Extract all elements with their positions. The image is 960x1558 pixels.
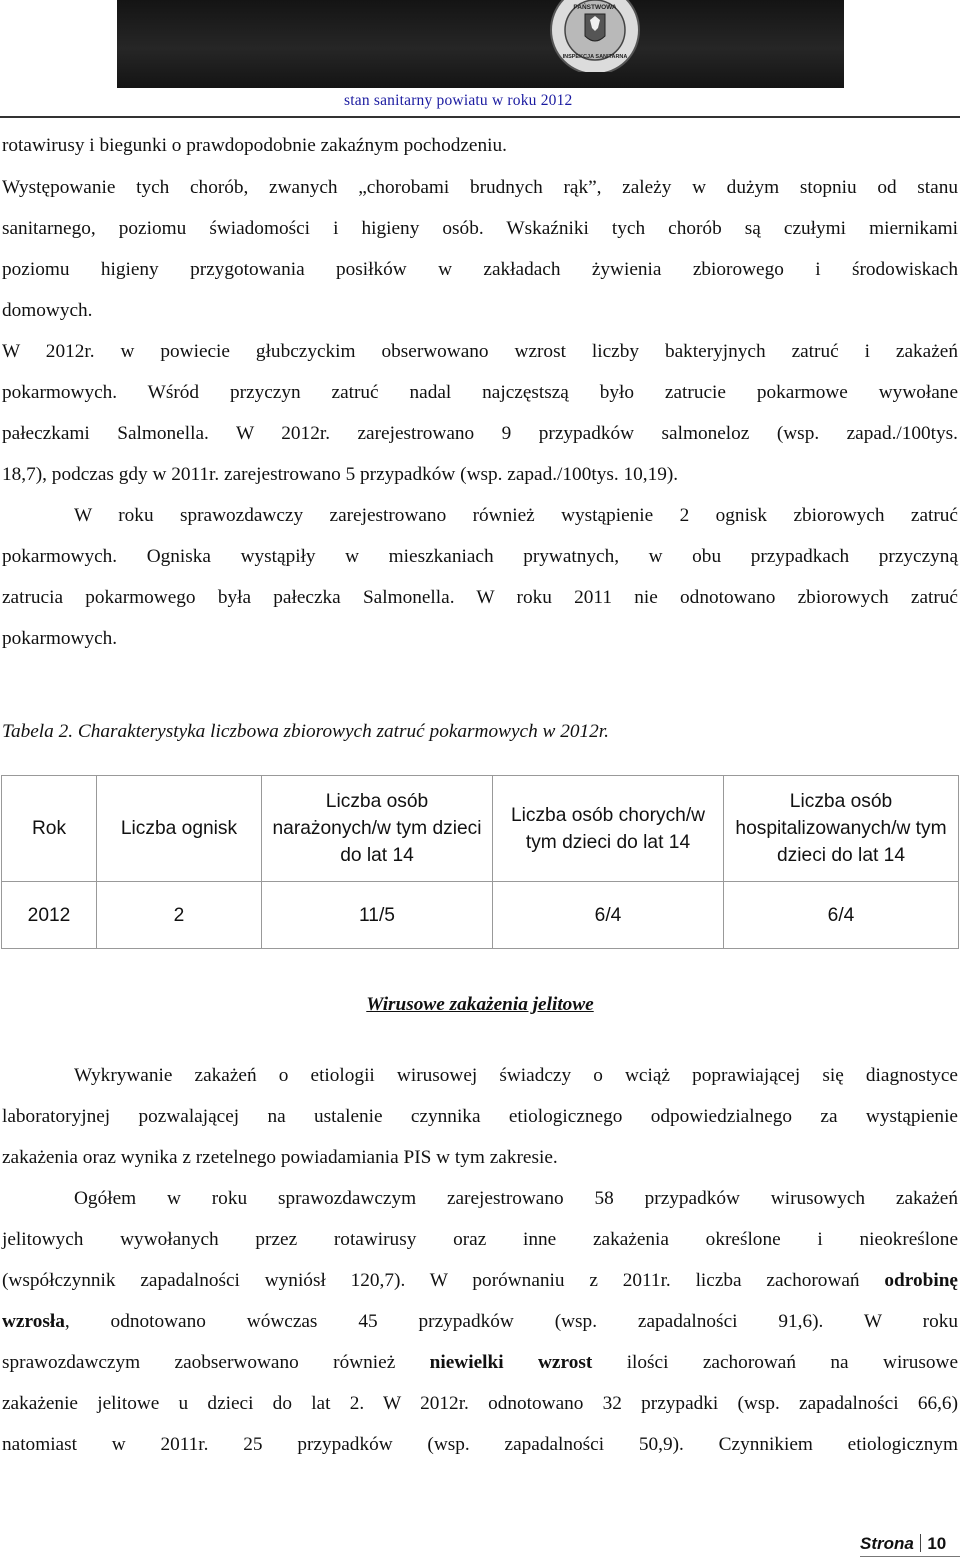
text-line: laboratoryjnej pozwalającej na ustalenie czynnika etiologicznego odpowiedzialnego za wystąpienie [2,1106,958,1127]
data-table [1,775,959,949]
table-row [2,882,959,949]
text-span: sprawozdawczym zaobserwowano również [2,1352,396,1373]
text-line: Ogółem w roku sprawozdawczym zarejestrowano 58 przypadków wirusowych zakażeń [74,1188,958,1209]
text-line: jelitowych wywołanych przez rotawirusy oraz inne zakażenia określone i nieokreślone [2,1229,958,1250]
text-line: rotawirusy i biegunki o prawdopodobnie zakaźnym pochodzeniu. [2,135,507,156]
text-line [2,1269,958,1293]
footer-rule [860,1556,960,1557]
text-line: pokarmowych. [2,628,118,649]
text-span: ilości zachorowań na wirusowe [626,1352,958,1373]
page-number: 10 [927,1534,947,1553]
text-line: natomiast w 2011r. 25 przypadków (wsp. zapadalności 50,9). Czynnikiem etiologicznym [2,1434,958,1455]
page-label: Strona [860,1534,914,1553]
text-line [2,1310,958,1334]
text-line: Występowanie tych chorób, zwanych „chorobami brudnych rąk”, zależy w dużym stopniu od stanu [2,177,958,198]
text-line: zakażenia oraz wynika z rzetelnego powiadamiania PIS w tym zakresie. [2,1147,558,1168]
text-line: pałeczkami Salmonella. W 2012r. zarejestrowano 9 przypadków salmoneloz (wsp. zapad./100tys. [2,423,958,444]
bold-phrase: odrobinę [884,1270,958,1291]
table-header-row [2,776,959,882]
text-line: Wykrywanie zakażeń o etiologii wirusowej świadczy o wciąż poprawiającej się diagnostyce [74,1065,958,1086]
header-banner [117,0,844,88]
table-cell: 6/4 [493,882,724,949]
text-line: domowych. [2,300,93,321]
logo-top-text: PAŃSTWOWA [573,4,617,11]
text-line: W 2012r. w powiecie głubczyckim obserwowano wzrost liczby bakteryjnych zatruć i zakażeń [2,341,958,362]
table-header-cell: Rok [2,776,97,882]
text-line [2,1351,958,1375]
text-span: (współczynnik zapadalności wyniósł 120,7). W porównaniu z 2011r. liczba zachorowań [2,1270,860,1291]
table-header-cell: Liczba osób narażonych/w tym dzieci do lat 14 [262,776,493,882]
text-span: , odnotowano wówczas 45 przypadków (wsp. zapadalności 91,6). W roku [64,1311,958,1332]
table-header-cell: Liczba osób chorych/w tym dzieci do lat 14 [493,776,724,882]
table-cell: 2 [97,882,262,949]
text-line: 18,7), podczas gdy w 2011r. zarejestrowano 5 przypadków (wsp. zapad./100tys. 10,19). [2,464,679,485]
text-line: poziomu higieny przygotowania posiłków w zakładach żywienia zbiorowego i środowiskach [2,259,958,280]
table-cell: 11/5 [262,882,493,949]
footer-divider [920,1534,922,1552]
text-line: pokarmowych. Ogniska wystąpiły w mieszkaniach prywatnych, w obu przypadkach przyczyną [2,546,958,567]
table-cell: 2012 [2,882,97,949]
text-line: zatrucia pokarmowego była pałeczka Salmonella. W roku 2011 nie odnotowano zbiorowych zatruć [2,587,958,608]
text-line: pokarmowych. Wśród przyczyn zatruć nadal najczęstszą było zatrucie pokarmowe wywołane [2,382,958,403]
table-header-cell: Liczba osób hospitalizowanych/w tym dzieci do lat 14 [724,776,959,882]
text-line: zakażenie jelitowe u dzieci do lat 2. W 2012r. odnotowano 32 przypadki (wsp. zapadalności 66,6) [2,1393,958,1414]
bold-phrase: wzrosła [2,1311,65,1332]
running-title: stan sanitarny powiatu w roku 2012 [344,92,573,109]
bold-phrase: niewielki wzrost [429,1352,593,1373]
emblem-icon [549,0,641,72]
table-header-cell: Liczba ognisk [97,776,262,882]
text-line: W roku sprawozdawczy zarejestrowano również wystąpienie 2 ognisk zbiorowych zatruć [74,505,958,526]
section-heading: Wirusowe zakażenia jelitowe [366,994,594,1015]
header-rule [0,116,960,118]
logo-bottom-text: INSPEKCJA SANITARNA [562,54,628,60]
page-footer [860,1534,946,1554]
table-cell: 6/4 [724,882,959,949]
text-line: sanitarnego, poziomu świadomości i higieny osób. Wskaźniki tych chorób są czułymi miernikami [2,218,958,239]
table-caption: Tabela 2. Charakterystyka liczbowa zbiorowych zatruć pokarmowych w 2012r. [2,721,609,742]
